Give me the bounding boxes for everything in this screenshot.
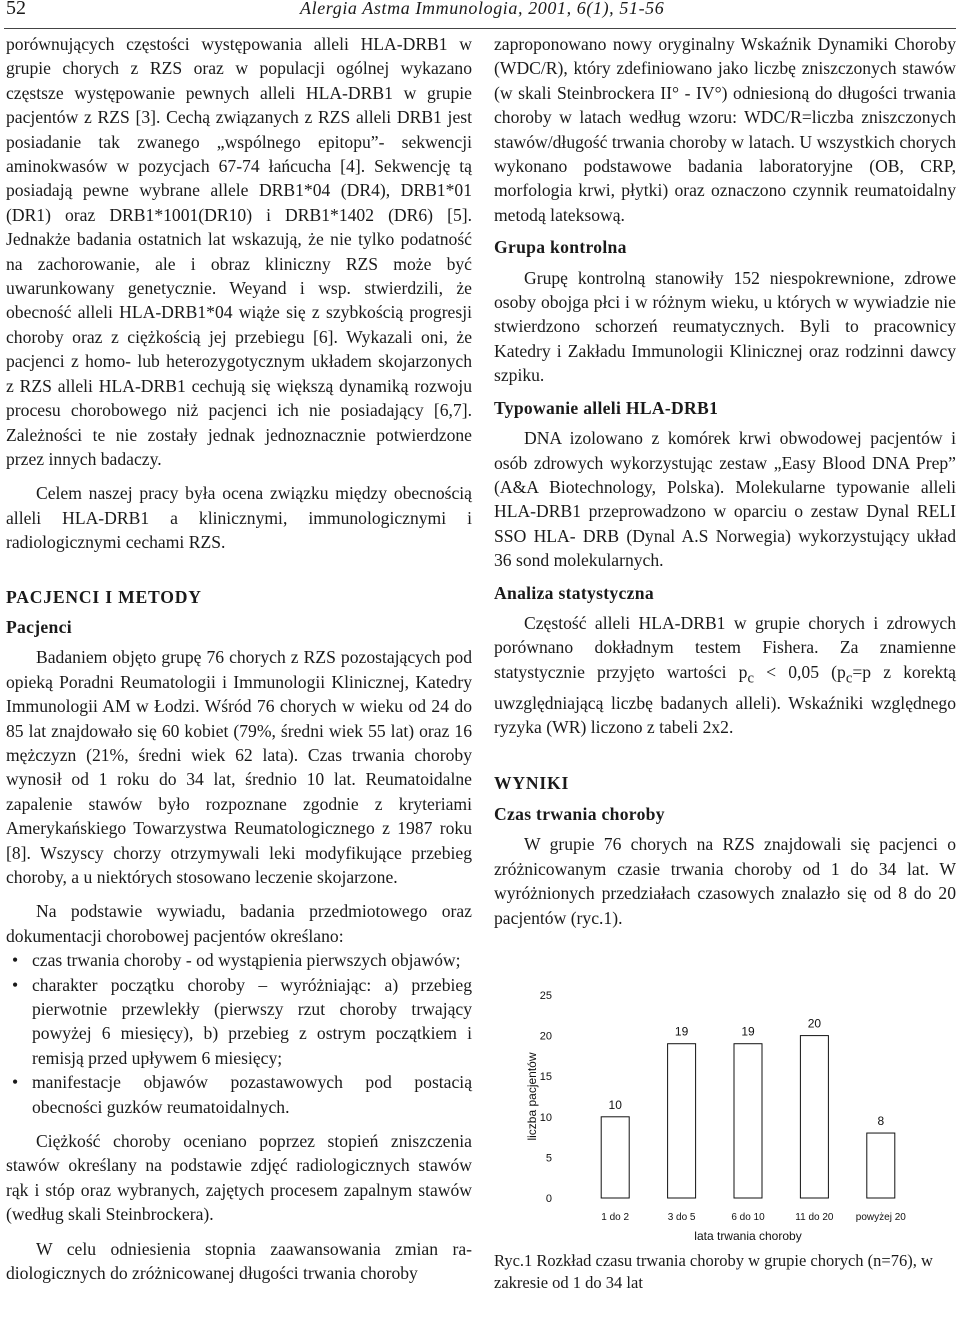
wdc-paragraph: zaproponowano nowy oryginalny Wskaźnik Dynamiki Choroby (WDC/R), który zdefiniowano jako liczbę zniszczonych stawów (w skali Steinbrockera II° - IV°) odniesioną do długości trwania choroby w latach według wzoru: WDC/R=liczba zniszczonych stawów/długość trwania choroby w latach. U wszystkich chorych wykonano podstawowe badania laboratoryjne (OB, CRP, morfologia krwi, płytki) oraz oznaczono czynnik reumatoidalny metodą lateksową. <box>494 34 956 225</box>
bar <box>734 1044 762 1198</box>
x-tick-label: 6 do 10 <box>731 1212 765 1223</box>
subsection-control-group: Grupa kontrolna <box>494 237 627 258</box>
typing-paragraph: DNA izolowano z komórek krwi obwodowej pacjentów i osób zdrowych wykorzystując zestaw „Easy Blood DNA Prep” (A&A Biotechnology, Polska). Molekularne typowanie alleli HLA-DRB1 przeprowadzono w oparciu o zestaw Dynal RELI SSO HLA- DRB (Dynal A.S Norwegia) wykorzystujący układ 36 sond molekularnych. <box>494 428 956 571</box>
y-tick-label: 15 <box>539 1071 552 1084</box>
left-column <box>6 32 472 1286</box>
header-rule <box>4 28 956 29</box>
bar <box>800 1036 828 1198</box>
history-paragraph: Na podstawie wywiadu, badania przedmiotowego oraz dokumentacji chorobowej pacjentów określano: <box>6 901 472 946</box>
bullet-icon: • <box>12 1072 19 1093</box>
journal-header: Alergia Astma Immunologia, 2001, 6(1), 51-56 <box>300 0 665 18</box>
page-number: 52 <box>6 0 26 19</box>
y-axis-label: liczba pacjentów <box>525 1052 539 1141</box>
x-tick-label: 1 do 2 <box>601 1212 630 1223</box>
chart-svg <box>494 982 956 1247</box>
patients-paragraph: Badaniem objęto grupę 76 chorych z RZS pozostających pod opieką Poradni Reumatologii i Immunologii Klinicznej, Katedry Immunologii AM w Łodzi. Wśród 76 chorych w wieku od 24 do 85 lat znajdowało się 60 kobiet (79%, średni wiek 55 lat) oraz 16 mężczyzn (21%, średni wiek 62 lata). Czas trwania choroby wynosił od 1 roku do 34 lat, średnio 10 lat. Reumatoidalne zapalenie stawów było rozpoznane zgodnie z kryteriami Amerykańskiego Towarzystwa Reumatologicznego z 1987 roku [8]. Wszyscy chorzy otrzymywali leki modyfikujące przebieg choroby, a u niektórych stosowano leczenie skojarzone. <box>6 647 472 887</box>
figure-caption: Ryc.1 Rozkład czasu trwania choroby w grupie chorych (n=76), w zakresie od 1 do 34 lat <box>494 1251 933 1292</box>
subsection-typing: Typowanie alleli HLA-DRB1 <box>494 397 719 418</box>
data-label: 10 <box>608 1097 622 1112</box>
subsection-patients: Pacjenci <box>6 616 72 637</box>
x-tick-label: 11 do 20 <box>795 1212 834 1223</box>
bar <box>601 1117 629 1198</box>
x-tick-label: powyżej 20 <box>855 1212 906 1223</box>
right-column <box>494 32 956 930</box>
data-label: 20 <box>807 1016 822 1031</box>
list-item: • czas trwania choroby - od wystąpienia pierwszych objawów; <box>6 948 472 972</box>
statistics-paragraph: Częstość alleli HLA-DRB1 w grupie chorych i zdrowych porównano dokładnym testem Fishera. Za znamienne statystycznie przyjęto wartości $p_c < 0,05$ ($p_c=p$ z korektą uwzględniającą liczbę badanych alleli). Wskaźniki względnego ryzyka (WR) liczono z tabeli 2x2. <box>494 612 956 738</box>
bar <box>867 1133 895 1198</box>
y-tick-label: 0 <box>545 1193 552 1205</box>
intro-paragraph: porównujących częstości występowania alleli HLA-DRB1 w grupie chorych z RZS oraz w populacji ogólnej wykazano częstsze występowanie pewnych alleli HLA-DRB1 w grupie pacjentów z RZS [3]. Cechą związanych z RZS alleli DRB1 jest posiadanie tak zwanego „wspólnego epitopu”- sekwencji aminokwasów w pozycjach 67-74 łańcucha [4]. Sekwencję tą posiadają pewne wybrane allele DRB1*04 (DR4), DRB1*01 (DR1) oraz DRB1*1001(DR10) i DRB1*1402 (DR6) [5]. Jednakże badania ostatnich lat wskazują, że nie tylko podatność na zachorowanie, ale i obraz kliniczny RZS może być uwarunkowany genetycznie. Weyand i wsp. stwierdzili, że obecność alleli HLA-DRB1*04 wiąże się z szybkością progresji choroby oraz z ciężkością jej przebiegu [6]. Wykazali oni, że pacjenci z homo- lub heterozygotycznym układem skojarzonych z RZS alleli HLA-DRB1 cechują się większą dynamiką rozwoju procesu chorobowego niż pacjenci ich nie posiadający [6,7]. Zależności te nie zostały jednak jednoznacznie potwierdzone przez innych badaczy. <box>6 34 472 469</box>
control-group-paragraph: Grupę kontrolną stanowiły 152 niespokrewnione, zdrowe osoby obojga płci i w różnym wieku, u których w wywiadzie nie stwierdzono schorzeń reumatycznych. Byli to pracownicy Katedry i Zakładu Immunologii Klinicznej oraz rodzinni dawcy szpiku. <box>494 267 956 386</box>
bullet-icon: • <box>12 974 19 995</box>
y-tick-label: 20 <box>539 1030 552 1043</box>
criteria-list <box>6 948 472 1119</box>
section-title-results: WYNIKI <box>494 773 570 794</box>
severity-paragraph: Ciężkość choroby oceniano poprzez stopień zniszczenia stawów określany na podstawie zdjęć radiologicznych stawów rąk i stóp oraz wybranych, zajętych procesem zapalnym stawów (według skali Steinbrockera). <box>6 1131 472 1225</box>
y-tick-label: 25 <box>539 990 552 1002</box>
list-item: • charakter początku choroby – wyróżniając: a) przebieg pierwotnie przewlekły (pierwszy rzut choroby trwający powyżej 6 miesięcy), b) przebieg z ostrym początkiem i remisją przed upływem 6 miesięcy; <box>12 974 472 1068</box>
aim-paragraph: Celem naszej pracy była ocena związku między obecnością alleli HLA-DRB1 a klinicznymi, immunologicznymi i radiologicznymi cechami RZS. <box>6 483 472 553</box>
data-label: 19 <box>741 1024 755 1039</box>
x-axis-label: lata trwania choroby <box>694 1229 802 1243</box>
y-tick-label: 10 <box>539 1111 552 1124</box>
bullet-icon: • <box>12 950 19 971</box>
bar-chart <box>494 982 956 1247</box>
list-item: • manifestacje objawów pozastawowych pod postacią obecności guzków reumatoidalnych. <box>12 1072 472 1117</box>
bar <box>668 1044 696 1198</box>
data-label: 8 <box>877 1114 885 1129</box>
x-tick-label: 3 do 5 <box>667 1212 696 1223</box>
y-tick-label: 5 <box>545 1152 552 1165</box>
index-paragraph: W celu odniesienia stopnia zaawansowania zmian radiologicznych do zróżnicowanej długości trwania choroby <box>6 1238 472 1284</box>
section-title-methods: PACJENCI I METODY <box>6 586 202 607</box>
results-paragraph: W grupie 76 chorych na RZS znajdowali się pacjenci o zróżnicowanym czasie trwania choroby od 1 do 34 lat. W wyróżnionych przedziałach czasowych znalazło się od 8 do 20 pacjentów (ryc.1). <box>494 834 956 928</box>
data-label: 19 <box>674 1024 689 1039</box>
subsection-statistics: Analiza statystyczna <box>494 582 654 603</box>
subsection-duration: Czas trwania choroby <box>494 803 665 824</box>
